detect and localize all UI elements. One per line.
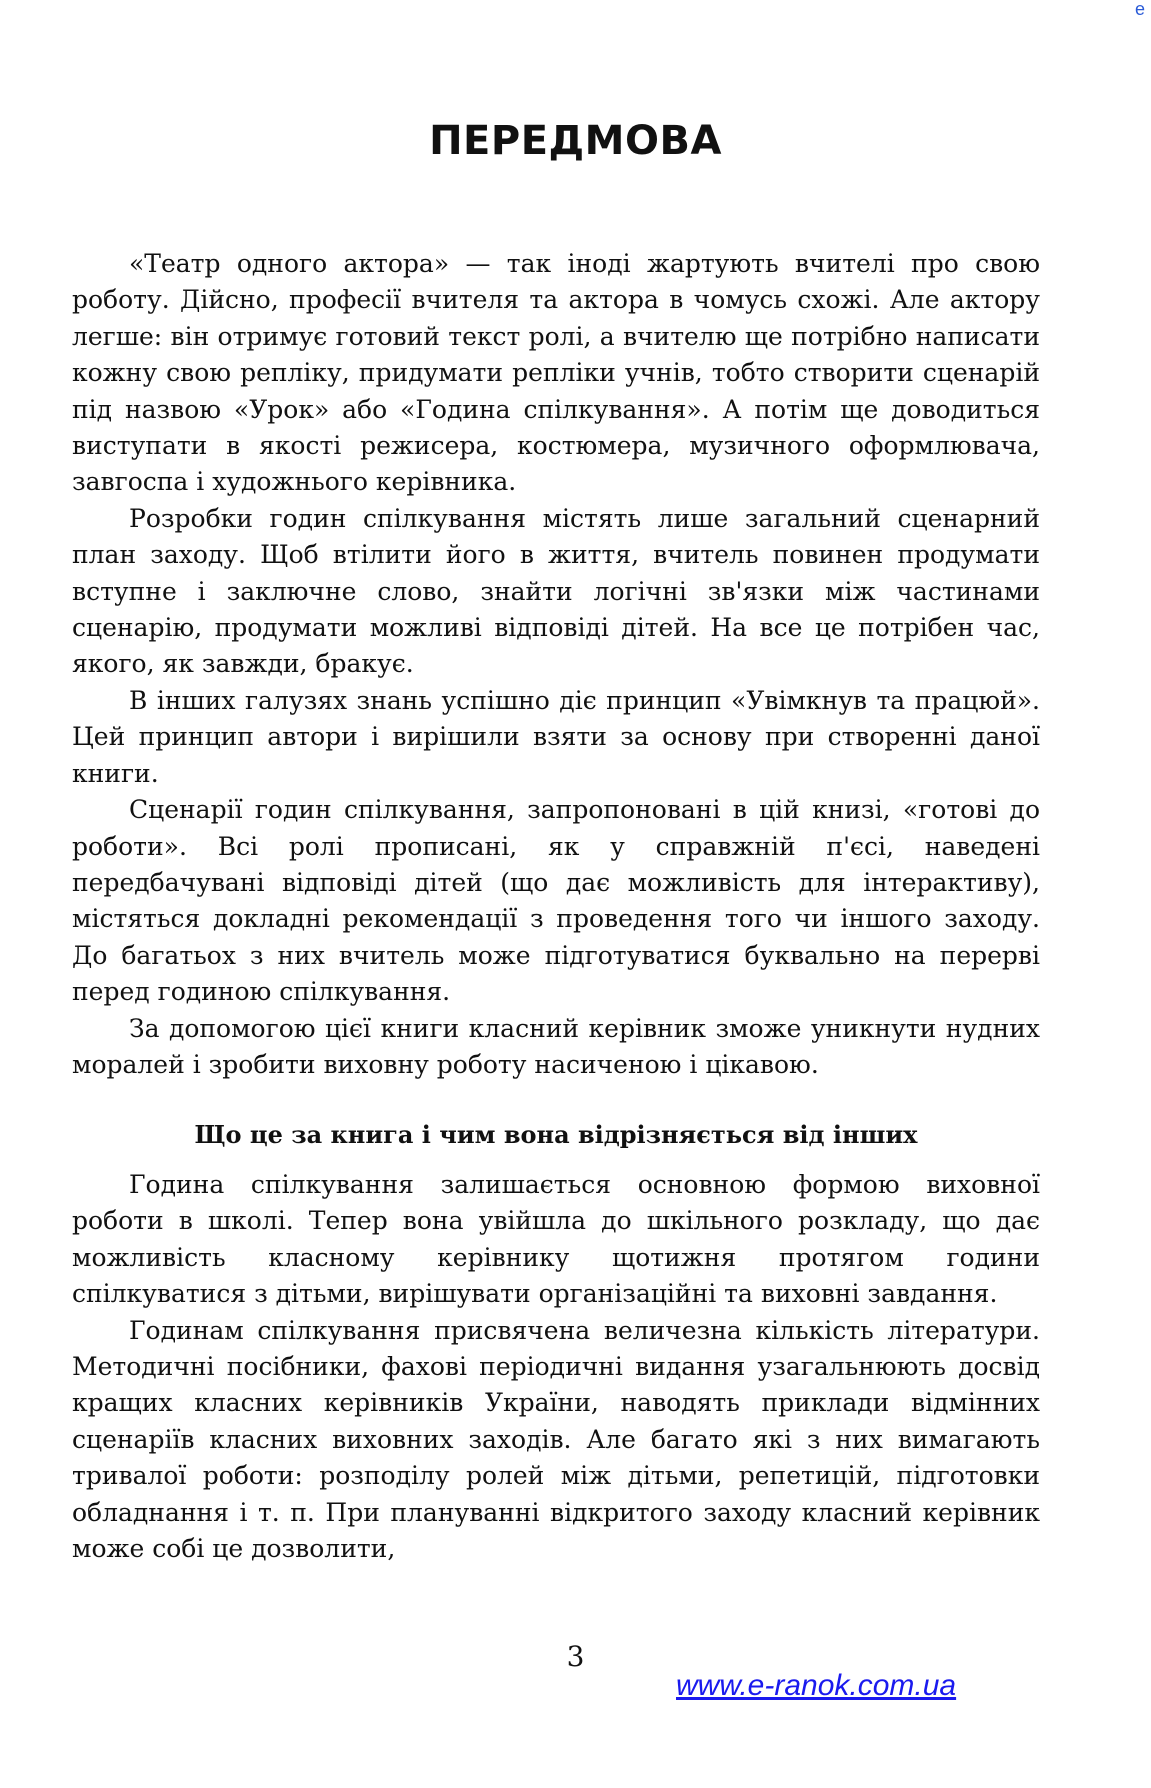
intro-text [72, 246, 1040, 1083]
page-number: 3 [566, 1640, 585, 1673]
paragraph: Година спілкування залишається основною формою виховної роботи в школі. Тепер вона увійшла до шкільного розкладу, що дає можливість класному керівнику щотижня протягом години спілкуватися з дітьми, вирішувати організаційні та виховні завдання. [72, 1170, 1040, 1309]
paragraph: За допомогою цієї книги класний керівник зможе уникнути нудних моралей і зробити виховну роботу насиченою і цікавою. [72, 1013, 1040, 1079]
section-text [72, 1167, 1040, 1567]
page-title: ПЕРЕДМОВА [429, 118, 722, 164]
section-heading: Що це за книга і чим вона відрізняється від інших [194, 1120, 918, 1149]
corner-logo-mark: е [1134, 0, 1145, 19]
paragraph: Сценарії годин спілкування, запропоновані в цій книзі, «готові до роботи». Всі ролі прописані, як у справжній п'єсі, наведені передбачувані відповіді дітей (що дає можливість для інтерактиву), містяться докладні рекомендації з проведення того чи іншого заходу. До багатьох з них вчитель може підготуватися буквально на перерві перед годиною спілкування. [72, 795, 1040, 1007]
website-link[interactable]: www.e-ranok.com.ua [676, 1669, 957, 1702]
paragraph: В інших галузях знань успішно діє принцип «Увімкнув та працюй». Цей принцип автори і вирішили взяти за основу при створенні даної книги. [72, 685, 1040, 788]
paragraph: Розробки годин спілкування містять лише загальний сценарний план заходу. Щоб втілити його в життя, вчитель повинен продумати вступне і заключне слово, знайти логічні зв'язки між частинами сценарію, продумати можливі відповіді дітей. На все це потрібен час, якого, як завжди, бракує. [72, 503, 1040, 679]
paragraph: «Театр одного актора» — так іноді жартують вчителі про свою роботу. Дійсно, професії вчителя та актора в чомусь схожі. Але актору легше: він отримує готовий текст ролі, а вчителю ще потрібно написати кожну свою репліку, придумати репліки учнів, тобто створити сценарій під назвою «Урок» або «Година спілкування». А потім ще доводиться виступати в якості режисера, костюмера, музичного оформлювача, завгоспа і художнього керівника. [72, 249, 1040, 497]
paragraph: Годинам спілкування присвячена величезна кількість літератури. Методичні посібники, фахові періодичні видання узагальнюють досвід кращих класних керівників України, наводять приклади відмінних сценаріїв класних виховних заходів. Але багато які з них вимагають тривалої роботи: розподілу ролей між дітьми, репетицій, підготовки обладнання і т. п. При плануванні відкритого заходу класний керівник може собі це дозволити, [72, 1315, 1040, 1564]
